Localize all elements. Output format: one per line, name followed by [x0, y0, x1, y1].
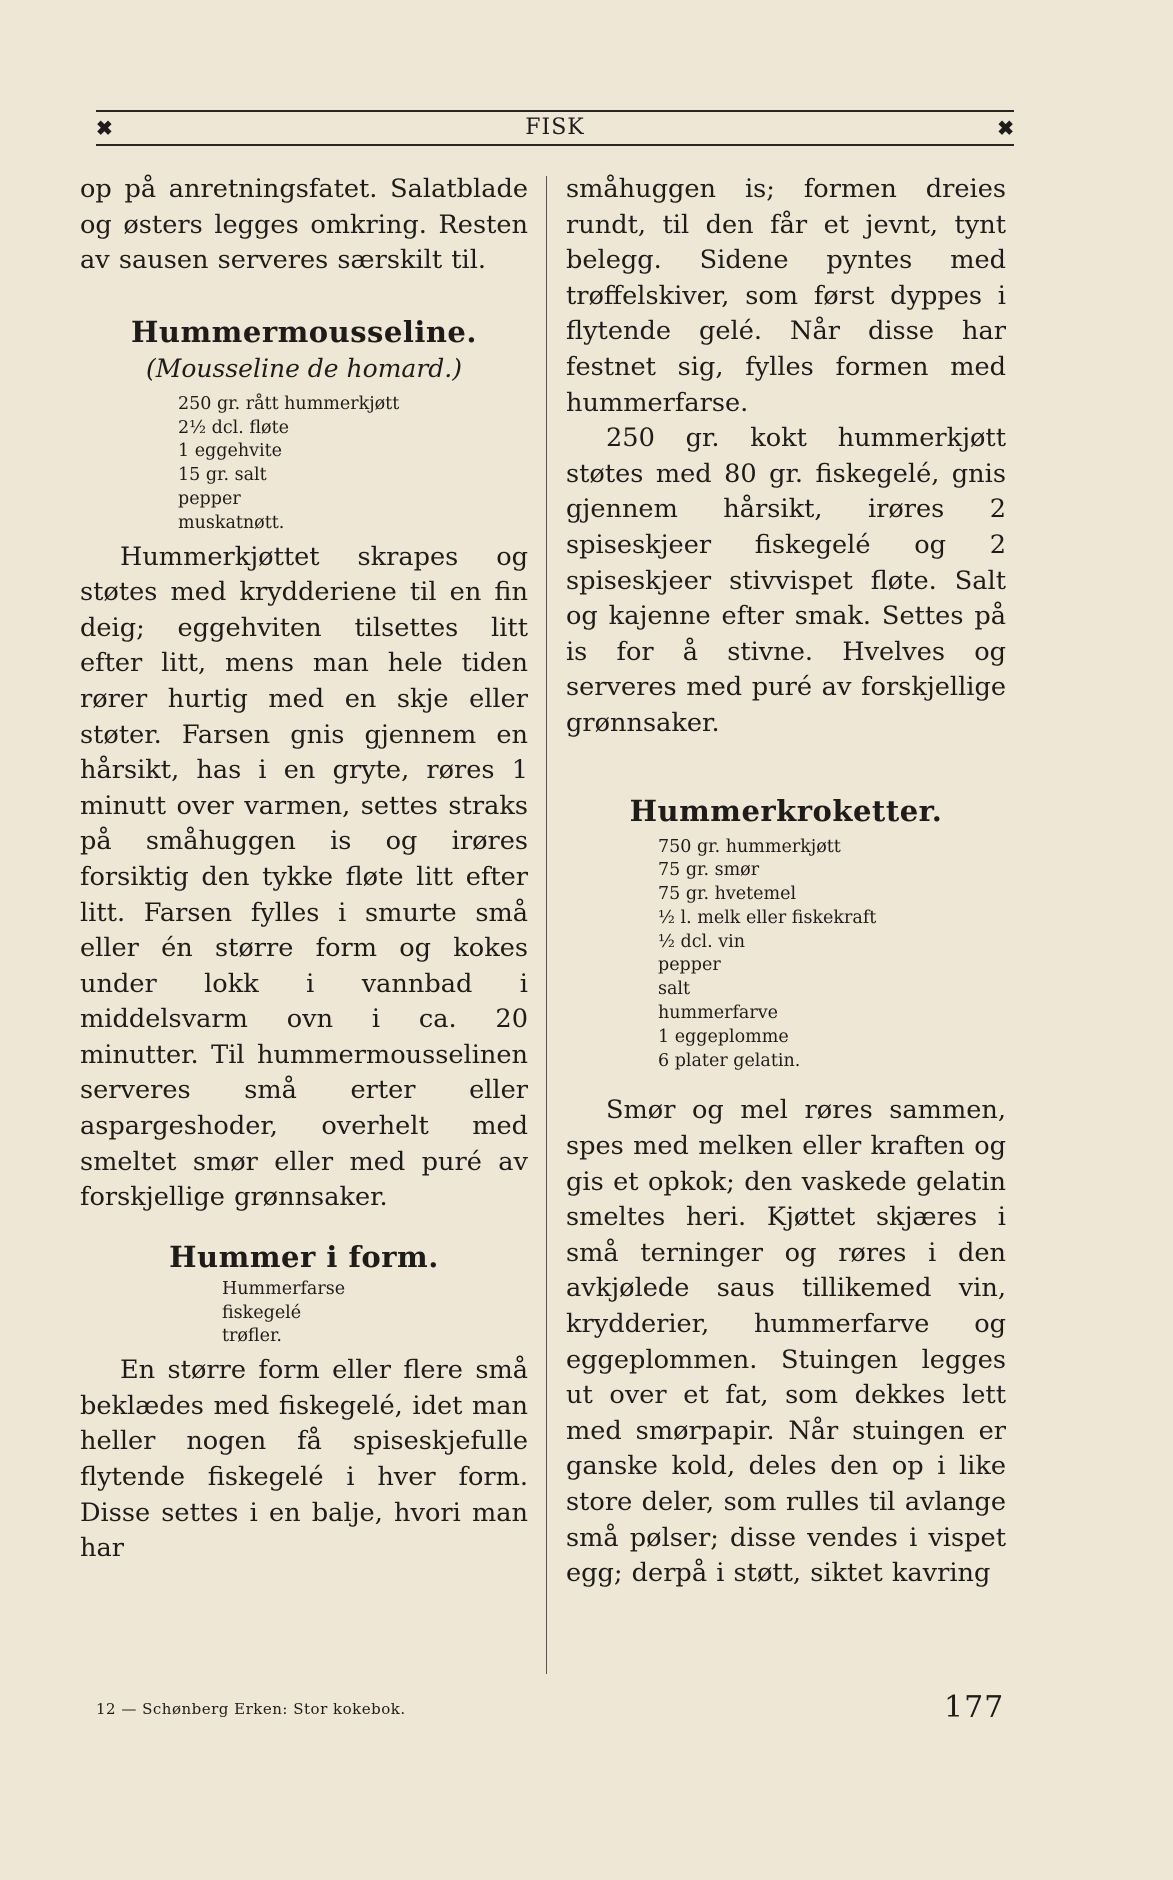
ingredient-item: 2½ dcl. fløte — [178, 417, 289, 438]
ingredient-item: 250 gr. rått hummerkjøtt — [178, 393, 400, 414]
header-rule-top — [96, 110, 1014, 112]
ingredient-item: pepper — [178, 488, 241, 509]
running-head-title: FISK — [525, 115, 585, 140]
ingredient-item: ½ dcl. vin — [658, 931, 746, 952]
header-rule-bottom — [96, 144, 1014, 146]
ingredient-item: Hummerfarse — [222, 1278, 346, 1299]
recipe-method: Hummerkjøttet skrapes og støtes med krydderiene til en fin deig; eggehviten tilsettes litt efter litt, mens man hele tiden rører hurtig med en skje eller støter. Farsen gnis gjennem en hårsikt, has i en gryte, røres 1 minutt over varmen, settes straks på småhuggen is og irøres forsiktig den tykke fløte litt efter litt. Farsen fylles i smurte små eller én større form og kokes under lokk i vannbad i middelsvarm ovn i ca. 20 minutter. Til hummermousselinen serveres små erter eller aspargeshoder, overhelt med smeltet smør eller med puré av forskjellige grønnsaker. — [80, 541, 528, 1213]
ingredient-item: fiskegelé — [222, 1302, 302, 1323]
column-divider — [546, 176, 547, 1674]
ingredient-list-mousseline — [178, 393, 528, 536]
ingredient-item: ½ l. melk eller fiskekraft — [658, 907, 877, 928]
recipe-subtitle: (Mousseline de homard.) — [146, 353, 462, 383]
ingredient-item: salt — [658, 979, 691, 1000]
ingredient-item: 750 gr. hummerkjøtt — [658, 836, 841, 857]
ornament-right-icon: ✖ — [997, 116, 1014, 140]
printer-signature: 12 — Schønberg Erken: Stor kokebok. — [96, 1700, 406, 1718]
ingredient-item: pepper — [658, 955, 721, 976]
ingredient-item: hummerfarve — [658, 1003, 778, 1024]
ingredient-item: 1 eggehvite — [178, 441, 282, 462]
continuation-paragraph: op på anretningsfatet. Salatblade og østers legges omkring. Resten av sausen serveres særskilt til. — [80, 174, 528, 276]
ingredient-item: 75 gr. hvetemel — [658, 884, 797, 905]
ingredient-item: muskatnøtt. — [178, 512, 285, 533]
recipe-title-hummerkroketter: Hummerkroketter. — [629, 793, 943, 828]
ingredient-item: 75 gr. smør — [658, 860, 760, 881]
recipe-title-hummermousseline: Hummermousseline. — [131, 314, 477, 349]
ingredient-list-form — [222, 1278, 528, 1349]
left-column — [80, 172, 528, 1567]
ingredient-item: 15 gr. salt — [178, 465, 267, 486]
running-header — [96, 114, 1014, 142]
ingredient-item: 6 plater gelatin. — [658, 1050, 801, 1071]
ingredient-list-kroketter — [658, 836, 1006, 1074]
ingredient-item: 1 eggeplomme — [658, 1026, 789, 1047]
ingredient-item: trøfler. — [222, 1326, 282, 1347]
continuation-paragraph: småhuggen is; formen dreies rundt, til den får et jevnt, tynt belegg. Sidene pyntes med trøffelskiver, som først dyppes i flytende gelé. Når disse har festnet sig, fylles formen med hummerfarse. — [566, 174, 1006, 418]
recipe-title-hummer-i-form: Hummer i form. — [169, 1239, 439, 1274]
recipe-paragraph: 250 gr. kokt hummerkjøtt støtes med 80 gr. fiskegelé, gnis gjennem hårsikt, irøres 2 spiseskjeer fiskegelé og 2 spiseskjeer stivvispet fløte. Salt og kajenne efter smak. Settes på is for å stivne. Hvelves og serveres med puré av forskjellige grønnsaker. — [566, 423, 1006, 738]
page-number: 177 — [944, 1690, 1005, 1725]
ornament-left-icon: ✖ — [96, 116, 113, 140]
right-column — [566, 172, 1006, 1592]
recipe-method: En større form eller flere små beklædes med fiskegelé, idet man heller nogen få spiseskjefulle flytende fiskegelé i hver form. Disse settes i en balje, hvori man har — [80, 1355, 528, 1564]
recipe-method: Smør og mel røres sammen, spes med melken eller kraften og gis et opkok; den vaskede gelatin smeltes heri. Kjøttet skjæres i små terninger og røres i den avkjølede saus tillikemed vin, krydderier, hummerfarve og eggeplommen. Stuingen legges ut over et fat, som dekkes lett med smørpapir. Når stuingen er ganske kold, deles den op i like store deler, som rulles til avlange små pølser; disse vendes i vispet egg; derpå i støtt, siktet kavring — [566, 1095, 1006, 1589]
